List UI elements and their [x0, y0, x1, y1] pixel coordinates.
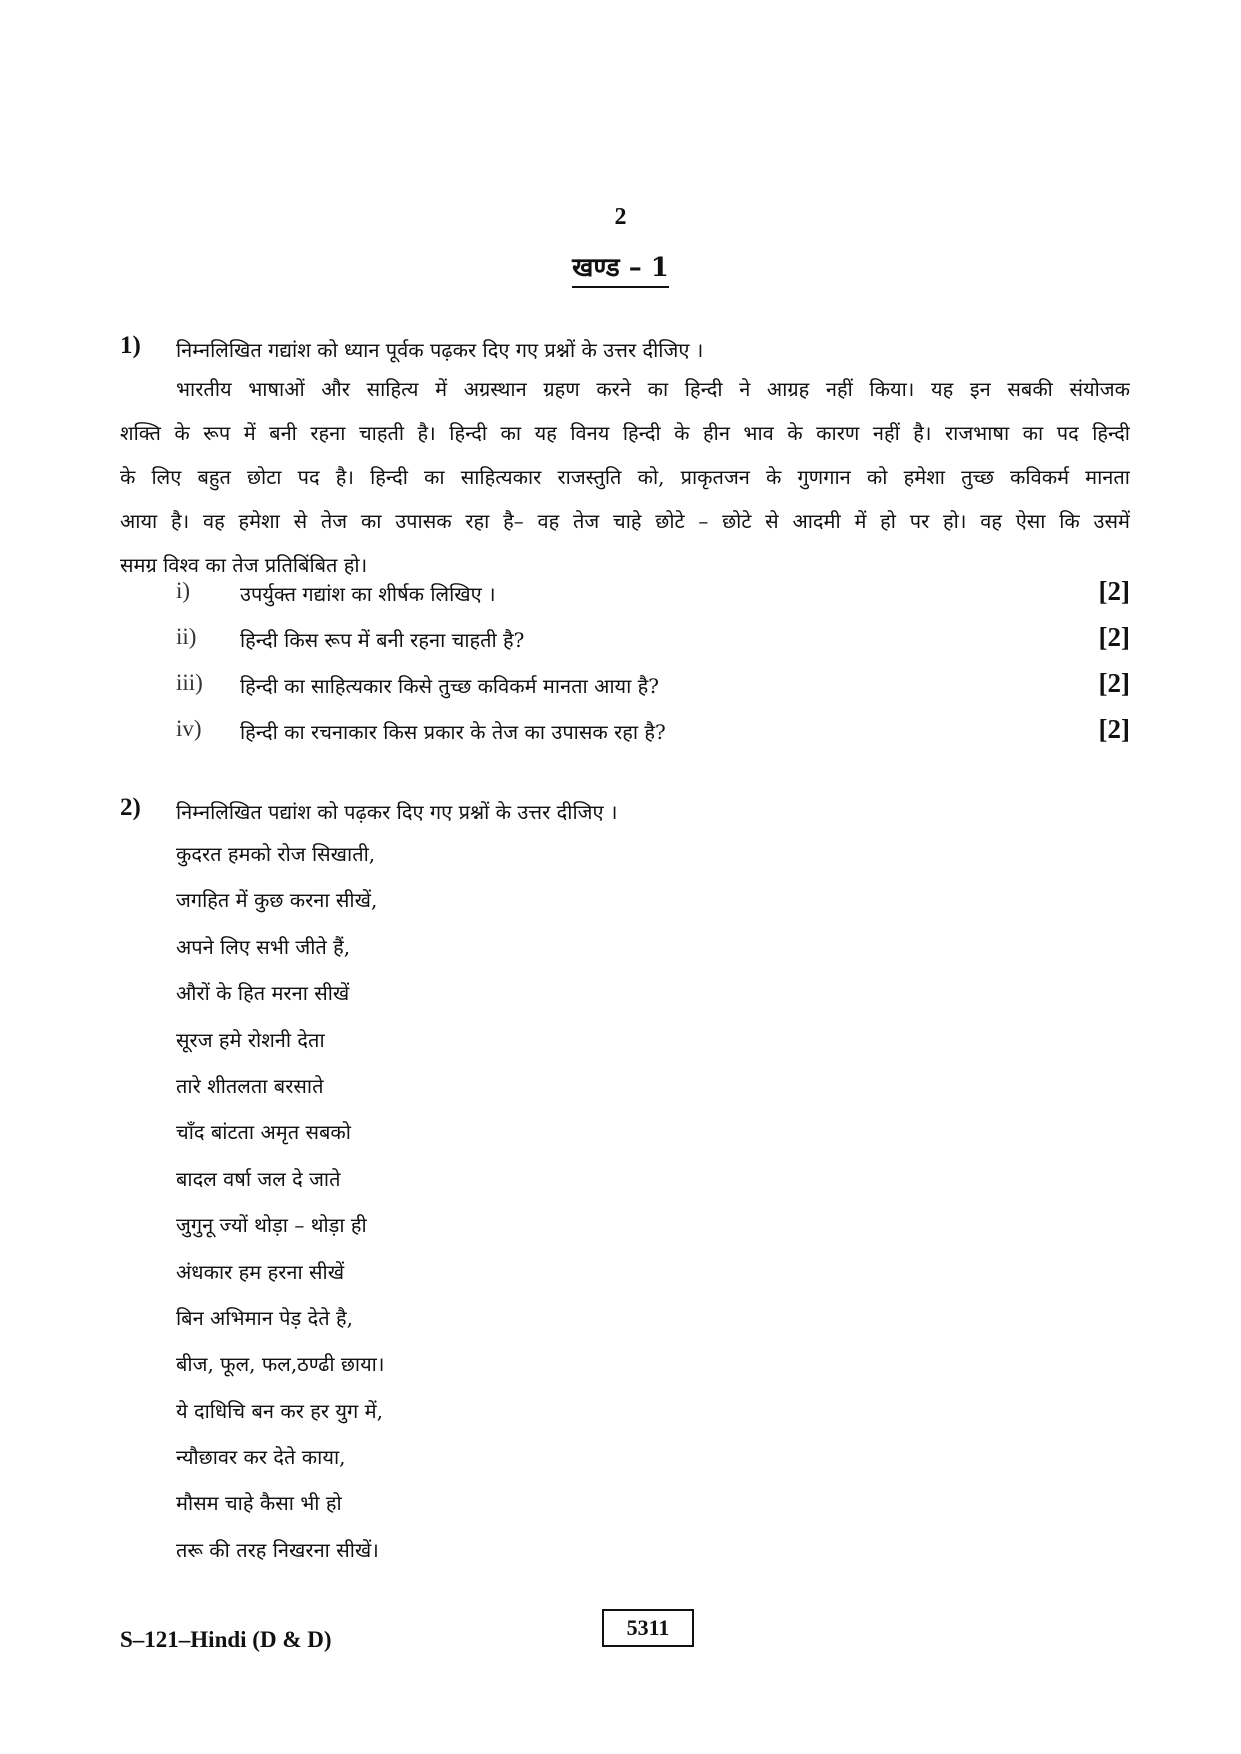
page-code-box: 5311 — [602, 1609, 694, 1647]
poem-line: बादल वर्षा जल दे जाते — [176, 1166, 341, 1191]
paper-code: S–121–Hindi (D & D) — [120, 1627, 332, 1652]
passage-line: समग्र विश्व का तेज प्रतिबिंबित हो। — [120, 554, 368, 577]
subquestion-marks: [2] — [1098, 576, 1130, 606]
subquestion-3 — [176, 668, 1130, 708]
subquestion-marks: [2] — [1098, 714, 1130, 744]
subquestion-marks: [2] — [1098, 622, 1130, 652]
passage-line: शक्ति के रूप में बनी रहना चाहती है। हिन्दी का यह विनय हिन्दी के हीन भाव के कारण नहीं है। राजभाषा का पद हिन्दी — [120, 422, 1130, 445]
subquestion-marks: [2] — [1098, 668, 1130, 698]
passage-line: आया है। वह हमेशा से तेज का उपासक रहा है– वह तेज चाहे छोटे – छोटे से आदमी में हो पर हो। वह ऐसा कि उसमें — [120, 510, 1130, 533]
question-2-instruction: निम्नलिखित पद्यांश को पढ़कर दिए गए प्रश्नों के उत्तर दीजिए । — [176, 800, 618, 824]
subquestion-text: हिन्दी का साहित्यकार किसे तुच्छ कविकर्म मानता आया है? — [240, 674, 660, 698]
poem-line: अंधकार हम हरना सीखें — [176, 1259, 345, 1284]
poem-line: बिन अभिमान पेड़ देते है, — [176, 1305, 353, 1330]
passage-line: भारतीय भाषाओं और साहित्य में अग्रस्थान ग्रहण करने का हिन्दी ने आग्रह नहीं किया। यह इन सबकी संयोजक — [176, 378, 1130, 401]
poem-line: तरू की तरह निखरना सीखें। — [176, 1537, 379, 1562]
question-1-instruction: निम्नलिखित गद्यांश को ध्यान पूर्वक पढ़कर दिए गए प्रश्नों के उत्तर दीजिए । — [176, 338, 704, 362]
question-1-passage — [120, 378, 1130, 598]
subquestion-text: हिन्दी किस रूप में बनी रहना चाहती है? — [240, 628, 525, 652]
poem-line: चाँद बांटता अमृत सबको — [176, 1120, 351, 1145]
subquestion-number: iii) — [176, 670, 203, 695]
question-2-poem — [176, 840, 384, 1582]
poem-line: औरों के हित मरना सीखें — [176, 981, 350, 1006]
poem-line: बीज, फूल, फल,ठण्ढी छाया। — [176, 1352, 385, 1377]
passage-line: के लिए बहुत छोटा पद है। हिन्दी का साहित्यकार राजस्तुति को, प्राकृतजन के गुणगान को हमेशा तुच्छ कविकर्म मानता — [120, 466, 1130, 489]
poem-line: जुगुनू ज्यों थोड़ा – थोड़ा ही — [176, 1213, 367, 1238]
question-2-number: 2) — [120, 794, 141, 821]
poem-line: अपने लिए सभी जीते हैं, — [176, 934, 351, 959]
subquestion-2 — [176, 622, 1130, 662]
poem-line: कुदरत हमको रोज सिखाती, — [176, 842, 376, 866]
question-1-number: 1) — [120, 332, 141, 359]
subquestion-number: ii) — [176, 624, 197, 649]
section-title — [0, 248, 1241, 284]
subquestion-text: हिन्दी का रचनाकार किस प्रकार के तेज का उपासक रहा है? — [240, 720, 666, 744]
poem-line: जगहित में कुछ करना सीखें, — [176, 888, 378, 913]
section-title-text: खण्ड – 1 — [572, 253, 669, 288]
subquestion-number: i) — [176, 578, 191, 603]
subquestion-4 — [176, 714, 1130, 754]
poem-line: मौसम चाहे कैसा भी हो — [176, 1491, 342, 1516]
subquestion-number: iv) — [176, 716, 202, 741]
poem-line: सूरज हमे रोशनी देता — [176, 1027, 325, 1052]
poem-line: ये दाधिचि बन कर हर युग में, — [176, 1398, 383, 1423]
poem-line: तारे शीतलता बरसाते — [176, 1073, 324, 1098]
page-number: 2 — [614, 204, 627, 230]
subquestion-text: उपर्युक्त गद्यांश का शीर्षक लिखिए । — [240, 582, 496, 606]
poem-line: न्यौछावर कर देते काया, — [176, 1445, 346, 1470]
subquestion-1 — [176, 576, 1130, 616]
